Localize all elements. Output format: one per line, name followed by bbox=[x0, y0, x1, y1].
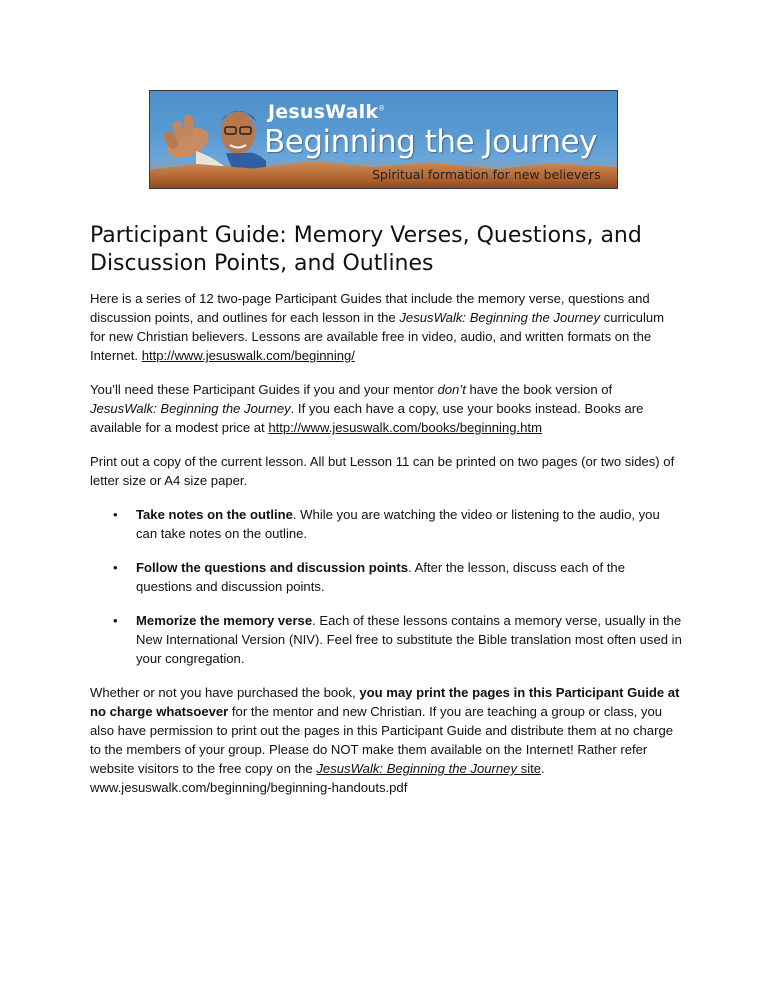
jesuswalk-banner bbox=[149, 90, 618, 189]
permission-paragraph: Whether or not you have purchased the book, you may print the pages in this Participant Guide at no charge whatsoever for the mentor and new Christian. If you are teaching a group or class, you also have permission to print out the pages in this Participant Guide and distribute them at no charge to the members of your group. Please do NOT make them available on the Internet! Rather refer website visitors to the free copy on the JesusWalk: Beginning the Journey site. www.jesuswalk.com/beginning/beginning-handouts.pdf bbox=[90, 685, 680, 795]
brand-text: JesusWalk bbox=[268, 101, 379, 123]
list-item: • Memorize the memory verse. Each of these lessons contains a memory verse, usually in the New International Version (NIV). Feel free to substitute the Bible translation most often used in your congregation. bbox=[113, 613, 682, 666]
beginning-link[interactable]: http://www.jesuswalk.com/beginning/ bbox=[141, 348, 355, 363]
page-title: Participant Guide: Memory Verses, Questions, and Discussion Points, and Outlines bbox=[90, 223, 642, 276]
jesuswalk-site-link[interactable]: JesusWalk: Beginning the Journey site bbox=[316, 761, 542, 776]
bullet-icon: • bbox=[113, 613, 118, 628]
intro-paragraph: Here is a series of 12 two-page Participant Guides that include the memory verse, questions and discussion points, and outlines for each lesson in the JesusWalk: Beginning the Journey curriculum for new Christian believers. Lessons are available free in video, audio, and written formats on the Internet. http://www.jesuswalk.com/beginning/ bbox=[90, 291, 665, 363]
banner-title: Beginning the Journey bbox=[264, 124, 597, 160]
bullet-icon: • bbox=[113, 560, 118, 575]
document-body bbox=[90, 289, 682, 812]
brand-name bbox=[268, 101, 385, 123]
book-paragraph: You’ll need these Participant Guides if you and your mentor don’t have the book version of JesusWalk: Beginning the Journey. If you each have a copy, use your books instead. Books are available for a modest price at http://www.jesuswalk.com/books/beginning.htm bbox=[90, 382, 644, 435]
banner-tagline: Spiritual formation for new believers bbox=[372, 167, 601, 182]
list-item: • Follow the questions and discussion points. After the lesson, discuss each of the questions and discussion points. bbox=[113, 560, 625, 594]
print-paragraph: Print out a copy of the current lesson. All but Lesson 11 can be printed on two pages (or two sides) of letter size or A4 size paper. bbox=[90, 454, 675, 488]
registered-mark: ® bbox=[378, 104, 386, 113]
list-item: • Take notes on the outline. While you are watching the video or listening to the audio, you can take notes on the outline. bbox=[113, 507, 660, 541]
bullet-icon: • bbox=[113, 507, 118, 522]
books-link[interactable]: http://www.jesuswalk.com/books/beginning.htm bbox=[268, 420, 542, 435]
instruction-list bbox=[90, 505, 682, 668]
